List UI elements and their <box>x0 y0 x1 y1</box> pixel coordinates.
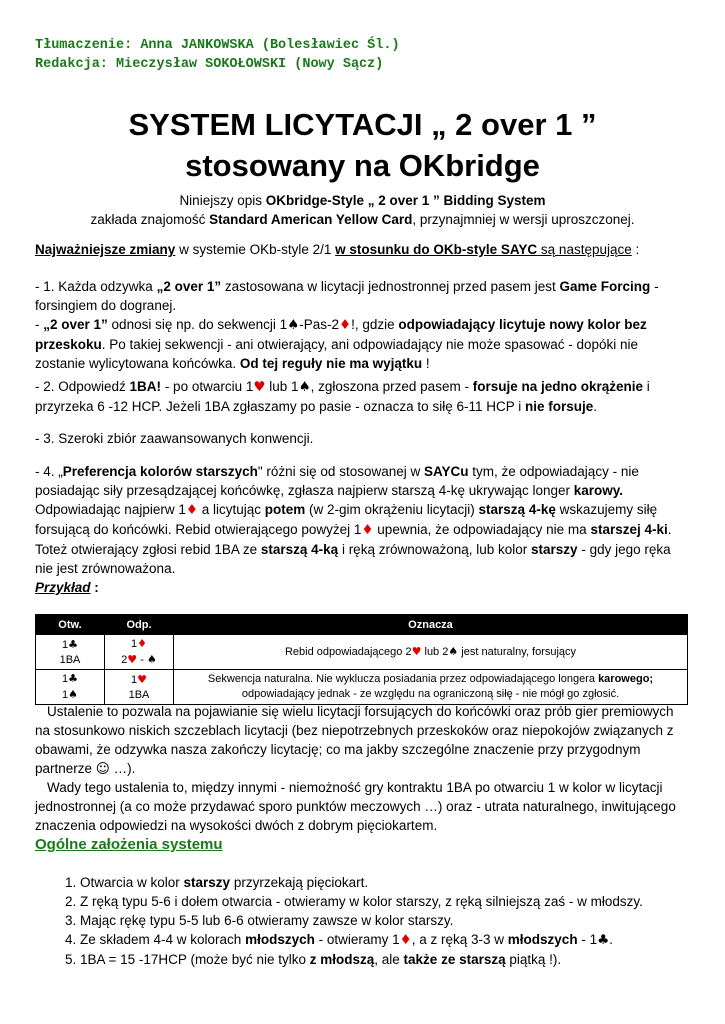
table-cell-otw <box>36 635 105 670</box>
text-bold: Od tej reguły nie ma wyjątku <box>239 356 423 371</box>
heart-icon: ♥ <box>137 672 147 686</box>
text-bold: z młodszą <box>309 952 375 967</box>
editor-line: Redakcja: Mieczysław SOKOŁOWSKI (Nowy Sącz) <box>35 57 384 72</box>
translator-line: Tłumaczenie: Anna JANKOWSKA (Bolesławiec Śl.) <box>35 38 400 53</box>
text: są następujące <box>537 242 632 257</box>
bid: 1 <box>62 638 69 651</box>
text: !, gdzie <box>351 317 399 332</box>
text: jest naturalny, forsujący <box>458 646 577 658</box>
diamond-icon: ♦ <box>185 502 198 518</box>
title-line-1: SYSTEM LICYTACJI „ 2 over 1 ” <box>128 107 597 142</box>
section-title: Ogólne założenia systemu <box>35 836 223 853</box>
text: - 2. Odpowiedź <box>35 379 130 394</box>
heart-icon: ♥ <box>253 379 266 395</box>
spade-icon: ♠ <box>68 688 78 701</box>
text-bold: starszą 4-kę <box>478 502 556 517</box>
text: wskazujemy siłę forsującą do końcówki. Rebid otwierającego powyżej 1 <box>35 502 658 537</box>
text: : <box>90 580 99 595</box>
text: i ręką zrównoważoną, lub kolor <box>338 542 532 557</box>
diamond-icon: ♦ <box>399 932 412 948</box>
intro-text <box>0 191 725 229</box>
bid: 1 <box>131 673 138 686</box>
club-icon: ♣ <box>597 932 610 948</box>
heart-icon: ♥ <box>127 653 138 666</box>
bid: 1BA <box>59 653 81 666</box>
text: (w 2-gim okrążeniu licytacji) <box>305 502 479 517</box>
text-bold: młodszych <box>507 932 578 947</box>
text: i przyrzeka 6 -12 HCP. Jeżeli 1BA zgłaszamy po pasie - oznacza to siłę 6-11 HCP i <box>35 379 650 414</box>
bid: 2 <box>121 654 128 666</box>
header-otw: Otw. <box>36 615 105 635</box>
table-cell-desc <box>174 635 688 670</box>
text: tym, że odpowiadający - nie posiadając siły przesądzającej końcówkę, zgłasza najpierw starszą 4-kę ukrywając longer <box>35 464 639 498</box>
text: Sekwencja naturalna. Nie wyklucza posiadania przez odpowiadającego longera <box>207 673 599 685</box>
table-cell-odp <box>105 670 174 705</box>
point-4 <box>35 462 691 578</box>
text-bold: odpowiadający licytuje nowy kolor bez przeskoku <box>35 317 647 352</box>
text-bold: forsuje na jedno okrążenie <box>472 379 643 394</box>
text: - <box>35 317 44 332</box>
text: , zgłoszona przed pasem - <box>310 379 473 394</box>
point-2 <box>35 377 691 416</box>
point-1 <box>35 277 691 373</box>
text-bold: starszy <box>183 875 231 890</box>
text: -Pas-2 <box>299 317 340 332</box>
rules-list <box>35 873 725 969</box>
list-item <box>80 950 725 969</box>
list-item: 3. Mając rękę typu 5-5 lub 6-6 otwieramy zawsze w kolor starszy. <box>80 911 725 930</box>
text: Rebid odpowiadającego 2 <box>284 646 412 658</box>
table-header-row <box>36 615 688 635</box>
text: - 1 <box>577 932 598 947</box>
intro-text-part: zakłada znajomość <box>90 212 210 227</box>
bid: 1 <box>62 673 69 685</box>
text: - 4. „ <box>35 464 63 479</box>
text: . <box>593 399 598 414</box>
text-bold: starszy <box>531 542 578 557</box>
diamond-icon: ♦ <box>361 522 374 538</box>
bid: 1 <box>62 689 69 701</box>
text: : <box>631 242 640 257</box>
text-bold: „2 over 1” <box>156 279 222 294</box>
diamond-icon: ♦ <box>339 317 352 333</box>
text: lub 1 <box>265 379 299 394</box>
spade-icon: ♠ <box>146 653 157 666</box>
paragraph-advantages <box>35 702 691 779</box>
text-bold: starszą 4-ką <box>260 542 339 557</box>
spade-icon: ♠ <box>298 379 311 395</box>
text: - forsingiem do dogranej. <box>35 279 659 313</box>
text: Ze składem 4-4 w kolorach <box>80 932 246 947</box>
heart-icon: ♥ <box>411 645 422 658</box>
list-item <box>80 930 725 950</box>
club-icon: ♣ <box>68 672 78 685</box>
text: - 1. Każda odzywka <box>35 279 157 294</box>
text: odpowiadający jednak - ze względu na ograniczoną siłę - nie mógł go zgłosić. <box>241 688 620 700</box>
text: w systemie OKb-style 2/1 <box>175 242 336 257</box>
text-bold: karowy. <box>573 483 624 498</box>
text-bold: 1BA! <box>129 379 162 394</box>
text: Odpowiadając najpierw 1 <box>35 502 186 517</box>
text: ! <box>422 356 430 371</box>
list-item <box>80 873 725 892</box>
diamond-icon: ♦ <box>137 637 147 650</box>
table-row <box>36 670 688 705</box>
text-bold: starszej 4-ki <box>590 522 668 537</box>
text-bold: w stosunku do OKb-style SAYC <box>335 242 538 257</box>
table-cell-otw <box>36 670 105 705</box>
point-3: - 3. Szeroki zbiór zaawansowanych konwencji. <box>35 431 314 446</box>
text-bold: Game Forcing <box>559 279 651 294</box>
text-bold: Preferencja kolorów starszych <box>62 464 258 479</box>
header-odp: Odp. <box>105 615 174 635</box>
text-bold: karowego; <box>598 673 654 685</box>
text-bold: nie forsuje <box>524 399 594 414</box>
intro-text-part: Niniejszy opis <box>179 193 266 208</box>
text: lub 2 <box>421 646 449 658</box>
text: " różni się od stosowanej w <box>257 464 424 479</box>
text-bold: SAYCu <box>423 464 469 479</box>
text: upewnia, że odpowiadający nie ma <box>373 522 591 537</box>
example-heading: Przykład <box>35 580 91 595</box>
text: zastosowana w licytacji jednostronnej przed pasem jest <box>221 279 560 294</box>
text-bold: Najważniejsze zmiany <box>35 242 176 257</box>
text: przyrzekają pięciokart. <box>230 875 369 890</box>
intro-text-part: , przynajmniej w wersji uproszczonej. <box>412 212 635 227</box>
text: Otwarcia w kolor <box>80 875 184 890</box>
table-cell-odp <box>105 635 174 670</box>
text: piątką !). <box>505 952 562 967</box>
text: a licytując <box>197 502 265 517</box>
text: . <box>609 932 613 947</box>
text: 1BA = 15 -17HCP (może być nie tylko <box>80 952 310 967</box>
example-table <box>35 614 688 705</box>
text-bold: „2 over 1” <box>43 317 108 332</box>
text: odnosi się np. do sekwencji 1 <box>107 317 288 332</box>
text: . Toteż otwierający zgłosi rebid 1BA ze <box>35 522 672 557</box>
spade-icon: ♠ <box>448 645 459 658</box>
text: - <box>137 654 147 666</box>
list-item: 2. Z ręką typu 5-6 i dołem otwarcia - otwieramy w kolor starszy, z ręką silniejszą zaś - w młodszy. <box>80 892 725 911</box>
text: - po otwarciu 1 <box>161 379 254 394</box>
text-bold: potem <box>264 502 306 517</box>
text: …). <box>109 761 136 776</box>
table-cell-desc <box>174 670 688 705</box>
text-bold: także ze starszą <box>403 952 506 967</box>
header-oznacza: Oznacza <box>174 615 688 635</box>
translator-credits <box>35 36 400 74</box>
document-title <box>0 104 725 186</box>
text: - gdy jego ręka nie jest zrównoważona. <box>35 542 671 576</box>
text: , ale <box>374 952 404 967</box>
smiley-icon: ☺ <box>95 761 110 777</box>
text: Ustalenie to pozwala na pojawianie się wielu licytacji forsujących do końcówki oraz prób gier premiowych na stosunkowo niskich szczeblach licytacji (bez niepotrzebnych przeskoków oraz niepokojów związanych z obawami, że odzywka nasza zakończy licytację; co ma jakby szczególne znaczenie przy przygodnym partnerze <box>35 704 674 776</box>
changes-intro <box>35 240 691 259</box>
system-name: OKbridge-Style „ 2 over 1 ” Bidding System <box>265 193 546 208</box>
example-label <box>35 578 691 597</box>
paragraph-disadvantages: Wady tego ustalenia to, między innymi - niemożność gry kontraktu 1BA po otwarciu 1 w kolor w licytacji jednostronnej (a co może przydawać sporo punktów meczowych …) oraz - utrata naturalnego, inwitującego znaczenia odpowiedzi na wysokości dwóch z dobrym pięciokartem. <box>35 780 676 833</box>
bid: 1 <box>131 638 138 650</box>
bid: 1BA <box>128 688 150 701</box>
text: - otwieramy 1 <box>314 932 400 947</box>
title-line-2: stosowany na OKbridge <box>185 148 540 183</box>
club-icon: ♣ <box>68 637 78 651</box>
table-row <box>36 635 688 670</box>
text: . Po takiej sekwencji - ani otwierający, ani odpowiadający nie może spasować - dopóki nie zostanie wylicytowana końcówka. <box>35 337 639 371</box>
text-bold: młodszych <box>245 932 315 947</box>
spade-icon: ♠ <box>287 317 300 333</box>
sayc-name: Standard American Yellow Card <box>209 212 413 227</box>
text: , a z ręką 3-3 w <box>411 932 508 947</box>
